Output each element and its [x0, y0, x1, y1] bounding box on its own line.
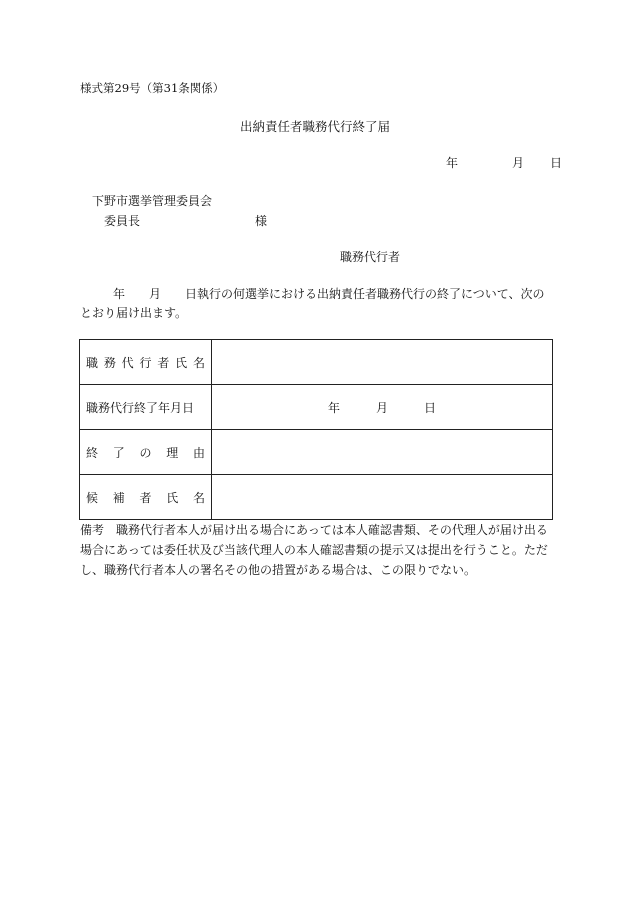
agent-name-field[interactable]	[212, 340, 553, 385]
addressee-chair: 委員長	[104, 214, 141, 228]
row-label: 職務代行終了年月日	[80, 385, 212, 430]
submission-date	[446, 155, 562, 171]
table-row	[80, 385, 553, 430]
candidate-name-field[interactable]	[212, 475, 553, 520]
row-label: 職務代行者氏名	[80, 340, 212, 385]
table-row	[80, 475, 553, 520]
body-month: 月	[149, 287, 162, 301]
date-year: 年	[446, 156, 459, 170]
document-title: 出納責任者職務代行終了届	[239, 119, 390, 134]
remark-head: 備考	[80, 523, 105, 537]
row-label: 候補者氏名	[80, 475, 212, 520]
body-paragraph	[80, 285, 552, 323]
row-label: 終了の理由	[80, 430, 212, 475]
details-table	[79, 339, 553, 520]
remark-text: 職務代行者本人が届け出る場合にあっては本人確認書類、その代理人が届け出る場合にあっては委任状及び当該代理人の本人確認書類の提示又は提出を行うこと。ただし、職務代行者本人の署名その他の措置がある場合は、この限りでない。	[80, 523, 548, 577]
form-number: 様式第29号（第31条関係）	[80, 81, 225, 95]
reason-field[interactable]	[212, 430, 553, 475]
remark-note	[80, 520, 558, 580]
body-text: 日執行の何選挙における出納責任者職務代行の終了について、次のとおり届け出ます。	[80, 287, 545, 320]
addressee-committee: 下野市選挙管理委員会	[92, 194, 213, 208]
table-row	[80, 430, 553, 475]
date-day: 日	[550, 156, 563, 170]
table-row	[80, 340, 553, 385]
addressee-honorific: 様	[255, 214, 268, 228]
date-month: 月	[512, 156, 525, 170]
submitter-label: 職務代行者	[340, 250, 401, 264]
end-date-field[interactable]: 年 月 日	[212, 385, 553, 430]
body-year: 年	[113, 287, 126, 301]
